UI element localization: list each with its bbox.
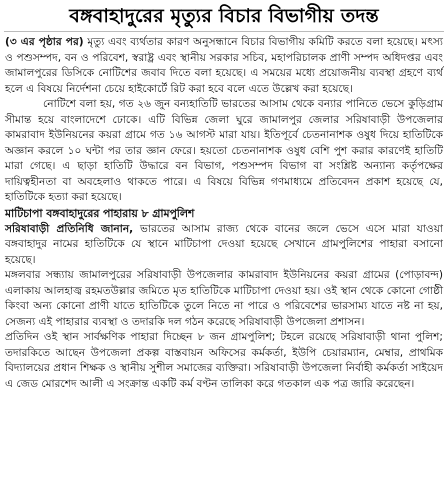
paragraph-4: মঙ্গলবার সন্ধ্যায় জামালপুরের সরিষাবাড়ী উপজেলার কামরাবাদ ইউনিয়নের কয়রা গ্রামের (পোড়াবন্দ) এলাকায় আলহাজ্ব রহমতউল্লার জমিতে মৃত হাতিটিকে মাটিচাপা দেওয়া হয়। ওই স্থান থেকে কোনো গোষ্ঠী কিংবা অন্য কোনো প্রাণী যাতে হাতিটিকে তুলে নিতে না পারে ও পরিবেশের ভারসাম্য যাতে নষ্ট না হয়, সেজন্য এই পাহারার ব্যবস্থা ও তদারকি দল গঠন করেছে সরিষাবাড়ী উপজেলা প্রশাসন। (5, 269, 443, 328)
paragraph-3 (5, 222, 443, 269)
article-body (5, 35, 443, 393)
paragraph-1 (5, 35, 443, 97)
paragraph-3-text: ভারতের আসাম রাজ্য থেকে বানের জলে ভেসে এসে মারা যাওয়া বঙ্গবাহাদুর নামের হাতিটিকে যে স্থানে মাটিচাপা দেওয়া হয়েছে সেখানে গ্রামপুলিশের পাহারা বসানো হয়েছে। (5, 222, 444, 266)
article-subhead: মাটিচাপা বঙ্গবাহাদুরের পাহারায় ৮ গ্রামপুলিশ (5, 207, 195, 221)
headline-divider (4, 31, 444, 32)
paragraph-2: নোটিশে বলা হয়, গত ২৬ জুন বন্যহাতিটি ভারতের আসাম থেকে বন্যার পানিতে ভেসে কুড়িগ্রাম সীমান্ত হয়ে বাংলাদেশে ঢোকে। এটি বিভিন্ন জেলা ঘুরে জামালপুর জেলার সরিষাবাড়ী উপজেলার কামরাবাদ ইউনিয়নের কয়রা গ্রামে গত ১৬ আগস্ট মারা যায়। ইতিপূর্বে চেতনানাশক ওষুধ দিয়ে হাতিটিকে অজ্ঞান করলে ১০ ঘন্টা পর তার জ্ঞান ফেরে। হয়তো চেতনানাশক ওষুধ বেশি পুশ করার কারণেই হাতিটি মারা গেছে। এ ছাড়া হাতিটি উদ্ধারে বন বিভাগ, পশুসম্পদ বিভাগ বা সংশ্লিষ্ট অন্যান্য কর্তৃপক্ষের দায়িত্বহীনতা বা অবহেলাও থাকতে পারে। এ বিষয়ে বিভিন্ন গণমাধ্যমে প্রতিবেদন প্রকাশ হয়েছে যে, হাতিটিকে হত্যা করা হয়েছে। (5, 98, 443, 204)
correspondent-lead: সরিষাবাড়ী প্রতিনিধি জানান, (5, 222, 134, 235)
article-headline: বঙ্গবাহাদুরের মৃত্যুর বিচার বিভাগীয় তদন্ত (69, 5, 379, 27)
paragraph-1-text: মৃত্যু এবং ব্যর্থতার কারণ অনুসন্ধানে বিচার বিভাগীয় কমিটি করতে বলা হয়েছে। মৎস্য ও পশুসম্পদ, বন ও পরিবেশ, স্বরাষ্ট্র এবং স্থানীয় সরকার সচিব, মহাপরিচালক প্রাণী সম্পদ অধিদপ্তর এবং জামালপুরের ডিসিকে নোটিশের জবাব দিতে বলা হয়েছে। এ সময়ের মধ্যে প্রয়োজনীয় ব্যবস্থা গ্রহণে ব্যর্থ হলে এ বিষয়ে নির্দেশনা চেয়ে হাইকোর্টে রিট করা হবে বলে এতে উল্লেখ করা হয়েছে। (5, 36, 443, 95)
paragraph-5: প্রতিদিন ওই স্থান সার্বক্ষণিক পাহারা দিচ্ছেন ৮ জন গ্রামপুলিশ; টহলে রয়েছে সরিষাবাড়ী থানা পুলিশ; তদারকিতে আছেন উপজেলা প্রকল্প বাস্তবায়ন অফিসের কর্মকর্তা, ইউপি চেয়ারম্যান, মেম্বার, প্রাথমিক বিদ্যালয়ের প্রধান শিক্ষক ও স্থানীয় সুশীল সমাজের ব্যক্তিরা। সরিষাবাড়ী উপজেলা নির্বাহী কর্মকর্তা সাইয়েদ এ জেড মোরশেদ আলী এ সংক্রান্ত একটি কর্ম বণ্টন তালিকা করে গতকাল এক পত্র জারি করেছেন। (5, 331, 443, 391)
continued-from-label: (৩ এর পৃষ্ঠার পর) (5, 36, 84, 48)
